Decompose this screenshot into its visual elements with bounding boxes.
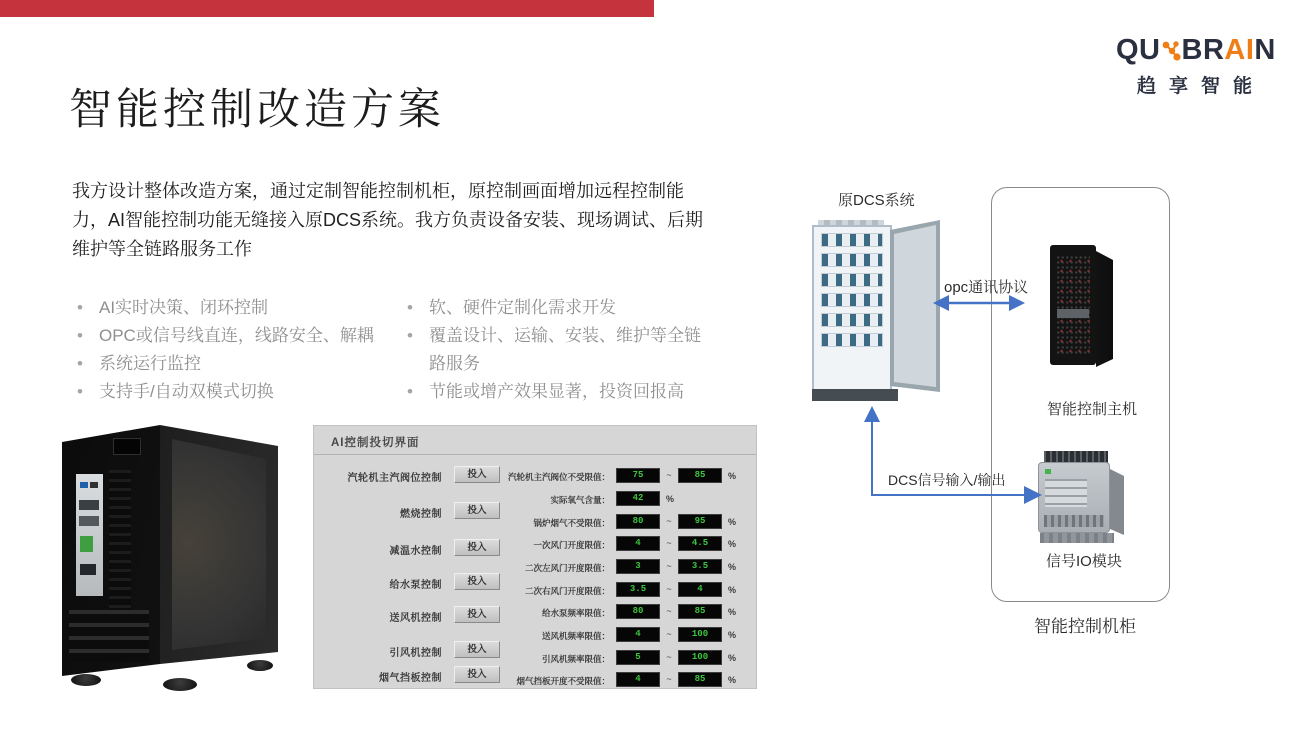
led-display: 100 [678, 650, 722, 665]
company-logo [1116, 34, 1276, 98]
list-item: • 覆盖设计、运输、安装、维护等全链路服务 [404, 322, 708, 378]
signal-arrow-line [872, 420, 1026, 495]
engage-button: 投入 [454, 573, 500, 590]
slide-title: 智能控制改造方案 [69, 86, 445, 134]
vent-grille [109, 470, 131, 620]
readout-label: 送风机频率限值： [541, 631, 610, 641]
readout-label: 实际氧气含量： [550, 495, 610, 505]
list-item: • 支持手/自动双模式切换 [74, 378, 406, 406]
engage-button: 投入 [454, 666, 500, 683]
list-item: • OPC或信号线直连，线路安全、解耦 [74, 322, 406, 350]
led-display: 4.5 [678, 536, 722, 551]
opc-protocol-label: opc通讯协议 [944, 279, 1029, 296]
readout-label: 引风机频率限值： [541, 654, 610, 664]
led-display: 42 [616, 491, 660, 506]
control-label: 送风机控制 [389, 613, 442, 624]
led-display: 100 [678, 627, 722, 642]
readout-label: 烟气挡板开度不受限值： [516, 676, 610, 686]
led-display: 4 [616, 672, 660, 687]
feature-list-right [404, 294, 708, 406]
intro-paragraph: 我方设计整体改造方案，通过定制智能控制机柜，原控制画面增加远程控制能力，AI智能控制功能无缝接入原DCS系统。我方负责设备安装、现场调试、后期维护等全链路服务工作 [72, 181, 704, 259]
led-display: 3.5 [616, 582, 660, 597]
list-item: • AI实时决策、闭环控制 [74, 294, 406, 322]
control-label: 燃烧控制 [400, 509, 442, 520]
pc-tower-image [55, 422, 283, 690]
readout-label: 汽轮机主汽阀位不受限值： [507, 472, 610, 482]
logo-text-qu: QU [1116, 34, 1161, 66]
ai-control-panel-screenshot: AI控制投切界面 汽轮机主汽阀位控制 投入 燃烧控制 投入 减温水控制 投入 给水泵控制 投入 送风机控制 投入 引风机控制 投入 烟气挡板控制 投入 汽轮机主汽阀位不受限值： 75 ~ 85 % 实际氧气含量： 42 % 锅炉烟气不受限值： 80 ~ 95 % 一次风门开度限值： 4 ~ 4.5 % 二次左风门开度限值： 3 ~ 3.5 % 二次右风门开度限值： 3.5 ~ 4 % 给水泵频率限值： 80 ~ 85 % 送风机频率限值： 4 ~ 100 % 引风机频率限值： 5 ~ 100 % 烟气挡板开度不受限值： 4 ~ 85 % [313, 425, 757, 689]
engage-button: 投入 [454, 539, 500, 556]
engage-button: 投入 [454, 606, 500, 623]
control-host-label: 智能控制主机 [1046, 401, 1137, 418]
led-display: 4 [616, 627, 660, 642]
readout-label: 二次右风门开度限值： [524, 586, 610, 596]
led-display: 85 [678, 604, 722, 619]
io-plate [76, 474, 103, 596]
led-display: 4 [678, 582, 722, 597]
control-label: 减温水控制 [389, 546, 442, 557]
connection-arrows [790, 180, 1210, 630]
led-display: 3 [616, 559, 660, 574]
expansion-slots [69, 610, 149, 662]
list-item: • 软、硬件定制化需求开发 [404, 294, 708, 322]
list-item: • 节能或增产效果显著，投资回报高 [404, 378, 708, 406]
arrow-io-head [1024, 486, 1042, 504]
led-display: 85 [678, 468, 722, 483]
logo-wordmark [1116, 34, 1276, 67]
led-display: 80 [616, 604, 660, 619]
logo-text-n: N [1254, 34, 1276, 66]
led-display: 3.5 [678, 559, 722, 574]
readout-label: 一次风门开度限值： [533, 540, 610, 550]
arrow-up-head [864, 406, 880, 422]
led-display: 95 [678, 514, 722, 529]
led-display: 85 [678, 672, 722, 687]
panel-divider [314, 454, 756, 455]
control-label: 引风机控制 [389, 648, 442, 659]
readout-label: 锅炉烟气不受限值： [533, 518, 610, 528]
panel-title: AI控制投切界面 [331, 437, 420, 449]
logo-text-ai: AI [1224, 34, 1255, 66]
control-label: 汽轮机主汽阀位控制 [347, 473, 442, 484]
dcs-system-label: 原DCS系统 [838, 192, 915, 209]
power-socket [113, 438, 141, 455]
logo-text-br: BR [1181, 34, 1225, 66]
led-display: 4 [616, 536, 660, 551]
arrow-left-head [933, 295, 949, 311]
logo-chinese-name: 趋享智能 [1137, 76, 1266, 97]
list-item: • 系统运行监控 [74, 350, 406, 378]
top-accent-bar [0, 0, 654, 17]
led-display: 75 [616, 468, 660, 483]
io-module-label: 信号IO模块 [1046, 553, 1122, 570]
control-label: 烟气挡板控制 [379, 673, 442, 684]
logo-molecule-icon [1162, 38, 1181, 62]
engage-button: 投入 [454, 502, 500, 519]
control-label: 给水泵控制 [389, 580, 442, 591]
readout-label: 二次左风门开度限值： [524, 563, 610, 573]
engage-button: 投入 [454, 466, 500, 483]
led-display: 5 [616, 650, 660, 665]
readout-label: 给水泵频率限值： [541, 608, 610, 618]
smart-cabinet-label: 智能控制机柜 [1034, 617, 1136, 636]
led-display: 80 [616, 514, 660, 529]
engage-button: 投入 [454, 641, 500, 658]
arrow-right-head [1009, 295, 1025, 311]
feature-list-left [74, 294, 406, 406]
dcs-signal-label: DCS信号输入/输出 [888, 472, 1006, 488]
